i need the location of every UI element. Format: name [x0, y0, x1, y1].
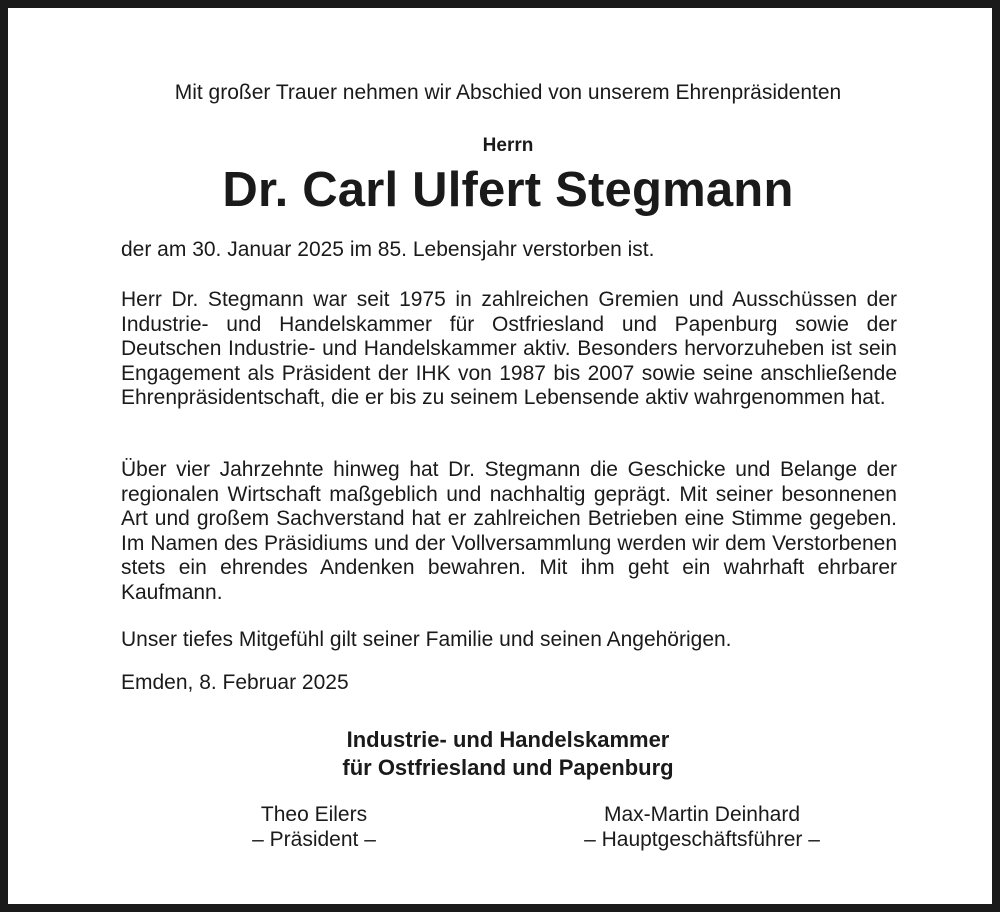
signatory-role-right: – Hauptgeschäftsführer –	[584, 828, 820, 851]
death-line: der am 30. Januar 2025 im 85. Lebensjahr verstorben ist.	[121, 238, 655, 261]
salutation: Herrn	[482, 135, 534, 156]
organization-line-1: Industrie- und Handelskammer	[346, 727, 670, 752]
signatory-name-right: Max-Martin Deinhard	[603, 803, 801, 826]
signatory-role-left: – Präsident –	[252, 828, 376, 851]
place-date: Emden, 8. Februar 2025	[121, 671, 349, 694]
intro-line: Mit großer Trauer nehmen wir Abschied von unserem Ehrenpräsidenten	[174, 81, 842, 104]
paragraph-career: Herr Dr. Stegmann war seit 1975 in zahlreichen Gremien und Ausschüssen der Industrie- und Handelskammer für Ostfriesland und Papenburg sowie der Deutschen Industrie- und Handelskammer aktiv. Besonders hervorzuheben ist sein Engagement als Präsident der IHK von 1987 bis 2007 sowie seine anschließende Ehrenpräsidentschaft, die er bis zu seinem Lebensende aktiv wahrgenommen hat.	[121, 288, 897, 409]
signatory-name-left: Theo Eilers	[260, 803, 368, 826]
deceased-name: Dr. Carl Ulfert Stegmann	[222, 163, 794, 217]
paragraph-tribute: Über vier Jahrzehnte hinweg hat Dr. Stegmann die Geschicke und Belange der regionalen Wirtschaft maßgeblich und nachhaltig geprägt. Mit seiner besonnenen Art und großem Sachverstand hat er zahlreichen Betrieben eine Stimme gegeben. Im Namen des Präsidiums und der Vollversammlung werden wir dem Verstorbenen stets ein ehrendes Andenken bewahren. Mit ihm geht ein wahrhaft ehrbarer Kaufmann.	[121, 458, 897, 604]
condolence-line: Unser tiefes Mitgefühl gilt seiner Familie und seinen Angehörigen.	[121, 628, 732, 651]
organization-line-2: für Ostfriesland und Papenburg	[342, 755, 674, 780]
